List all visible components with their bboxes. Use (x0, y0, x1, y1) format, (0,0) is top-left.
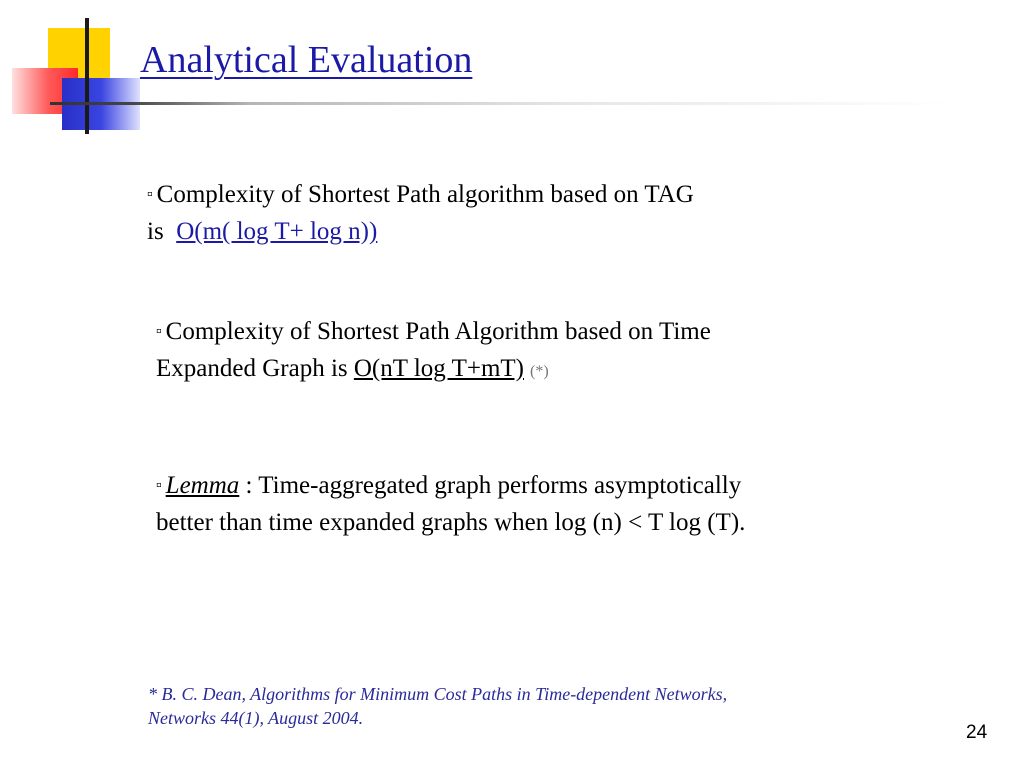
title-underline-rule (50, 102, 950, 105)
vertical-rule (85, 18, 89, 134)
bullet-line (156, 469, 745, 506)
bullet-marker: ▫ (147, 186, 153, 203)
bullet-lemma (156, 469, 745, 540)
footnote-line: * B. C. Dean, Algorithms for Minimum Cost Paths in Time-dependent Networks, (148, 684, 728, 704)
bullet-line (156, 315, 711, 352)
page-number: 24 (966, 722, 988, 743)
lemma-label: Lemma (165, 472, 240, 499)
bullet-marker: ▫ (156, 477, 162, 494)
bullet-text: : Time-aggregated graph performs asymptotically (245, 472, 742, 499)
bullet-text: is (147, 218, 164, 245)
bullet-text: Complexity of Shortest Path algorithm based on TAG (156, 181, 694, 208)
footnote-line: Networks 44(1), August 2004. (148, 708, 364, 728)
reference-marker: (*) (529, 363, 549, 380)
bullet-tag-complexity (147, 178, 694, 249)
formula-link[interactable]: O(m( log T+ log n)) (176, 218, 378, 245)
bullet-line (156, 506, 745, 540)
footnote (148, 682, 727, 730)
bullet-text: Complexity of Shortest Path Algorithm based on Time (165, 318, 711, 345)
formula-text: O(nT log T+mT) (353, 355, 524, 382)
bullet-text: Expanded Graph is (156, 355, 348, 382)
bullet-text: better than time expanded graphs when log (n) < T log (T). (156, 509, 746, 536)
bullet-line (156, 352, 711, 389)
bullet-line (147, 178, 694, 215)
slide-title: Analytical Evaluation (140, 39, 473, 81)
corner-decoration (0, 0, 150, 140)
bullet-teg-complexity (156, 315, 711, 389)
bullet-line (147, 215, 694, 249)
bullet-marker: ▫ (156, 323, 162, 340)
